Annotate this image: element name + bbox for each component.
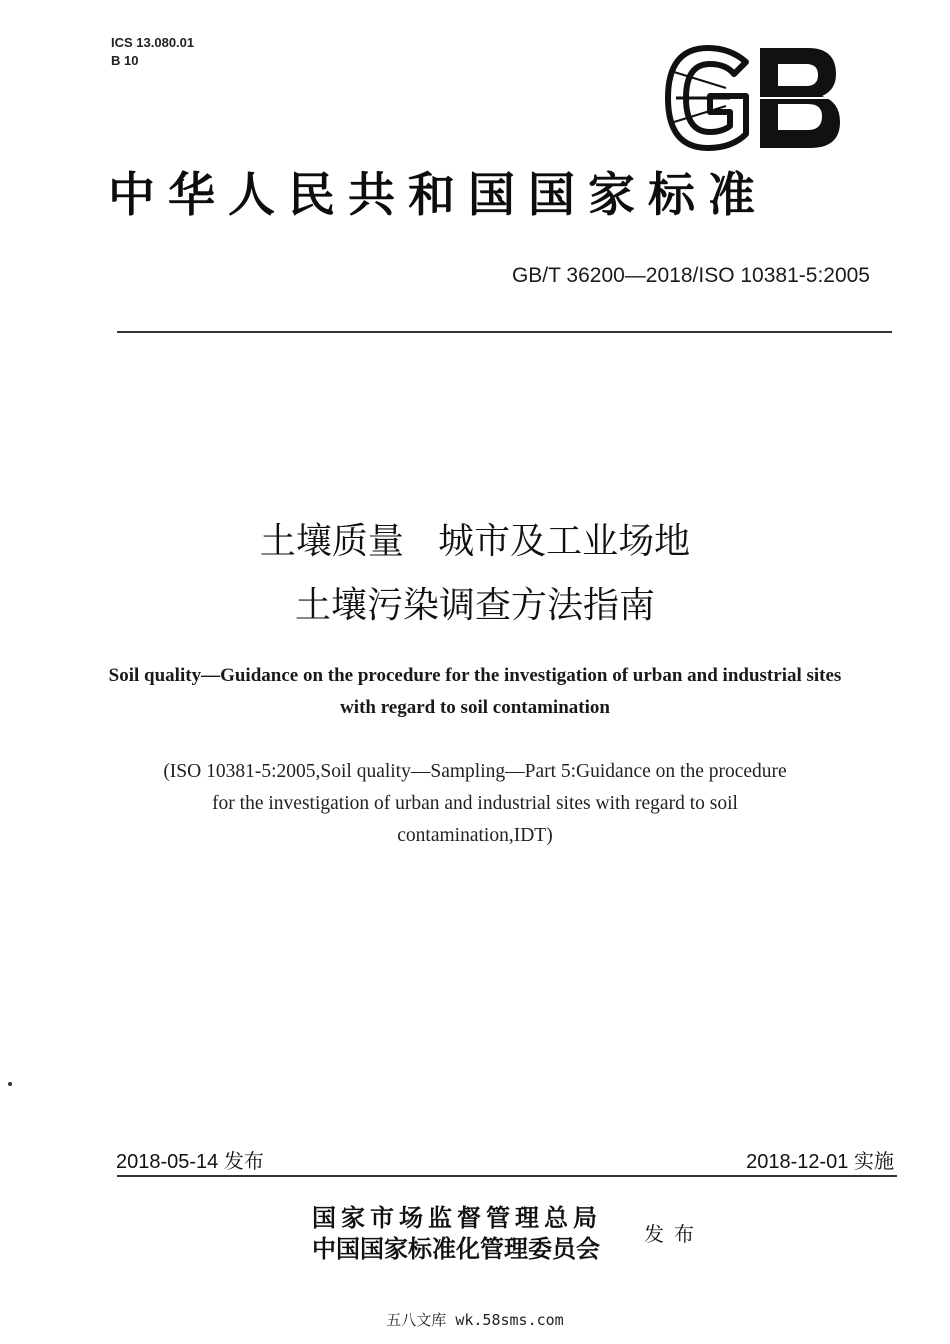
issue-date: 2018-05-14 发布 <box>116 1151 264 1173</box>
site-watermark: 五八文库 wk.58sms.com <box>386 1311 564 1329</box>
standard-number: GB/T 36200—2018/ISO 10381-5:2005 <box>511 264 870 287</box>
scan-speck <box>8 1082 12 1086</box>
chinese-title-line2: 土壤污染调查方法指南 <box>294 585 655 626</box>
publisher-samr: 国家市场监督管理总局 <box>312 1204 602 1232</box>
iso-adoption-note: (ISO 10381-5:2005,Soil quality—Sampling—Part 5:Guidance on the procedure for the investigation of urban and industrial sites with regard to soil contamination,IDT) <box>163 761 787 846</box>
gb-logo-icon <box>660 42 845 154</box>
publisher-sac: 中国国家标准化管理委员会 <box>312 1235 600 1263</box>
chinese-title-line1: 土壤质量 城市及工业场地 <box>259 521 691 562</box>
bottom-divider <box>117 1175 897 1177</box>
ics-code: ICS 13.080.01 <box>111 35 195 50</box>
top-divider <box>117 331 892 333</box>
classification-codes <box>111 34 194 70</box>
publish-label: 发布 <box>644 1222 704 1246</box>
national-standard-title: 中华人民共和国国家标准 <box>108 168 768 223</box>
publishing-authorities <box>312 1203 602 1265</box>
english-title: Soil quality—Guidance on the procedure for the investigation of urban and industrial sites with regard to soil contamination <box>108 665 842 718</box>
implementation-date: 2018-12-01 实施 <box>746 1151 894 1173</box>
ccs-code: B 10 <box>111 53 139 68</box>
